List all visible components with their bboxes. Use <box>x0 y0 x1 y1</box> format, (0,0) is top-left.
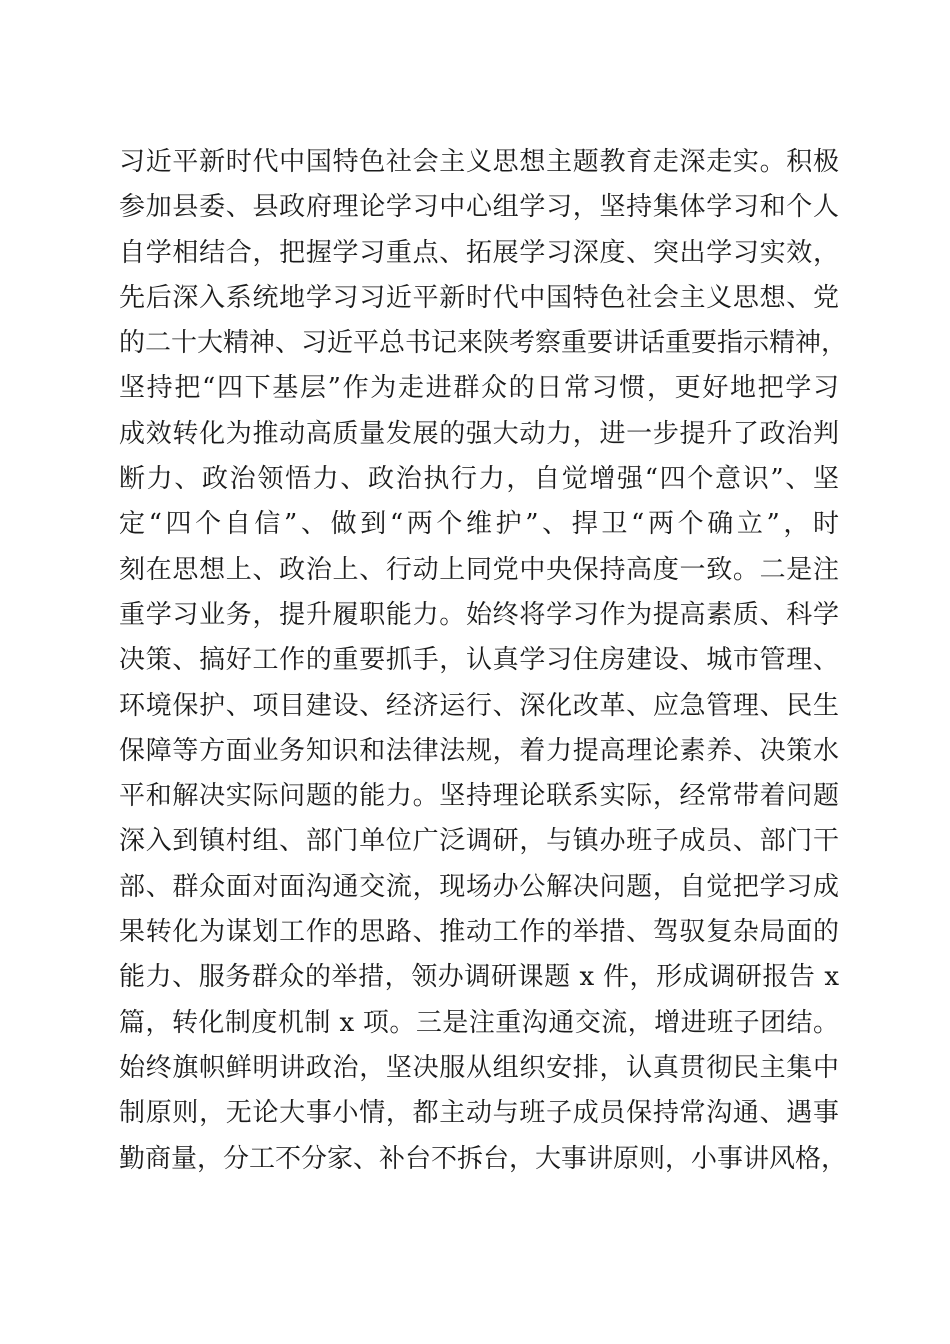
text-line: 始终旗帜鲜明讲政治，坚决服从组织安排，认真贯彻民主集中 <box>119 1052 839 1083</box>
text-line: 坚持把“四下基层”作为走进群众的日常习惯，更好地把学习 <box>119 373 839 404</box>
text-line: 成效转化为推动高质量发展的强大动力，进一步提升了政治判 <box>119 418 839 449</box>
text-line: 刻在思想上、政治上、行动上同党中央保持高度一致。二是注 <box>119 554 839 585</box>
text-line: 篇，转化制度机制 x 项。三是注重沟通交流，增进班子团结。 <box>119 1007 839 1038</box>
text-line: 决策、搞好工作的重要抓手，认真学习住房建设、城市管理、 <box>119 645 839 676</box>
text-line: 制原则，无论大事小情，都主动与班子成员保持常沟通、遇事 <box>119 1098 839 1129</box>
text-line: 习近平新时代中国特色社会主义思想主题教育走深走实。积极 <box>119 147 839 177</box>
text-line: 先后深入系统地学习习近平新时代中国特色社会主义思想、党 <box>119 282 839 313</box>
text-line: 定“四个自信”、做到“两个维护”、捍卫“两个确立”，时 <box>119 509 839 540</box>
text-line: 平和解决实际问题的能力。坚持理论联系实际，经常带着问题 <box>119 781 839 812</box>
text-line: 深入到镇村组、部门单位广泛调研，与镇办班子成员、部门干 <box>119 826 839 857</box>
text-line: 自学相结合，把握学习重点、拓展学习深度、突出学习实效， <box>119 237 839 268</box>
text-line: 参加县委、县政府理论学习中心组学习，坚持集体学习和个人 <box>119 192 839 223</box>
text-line: 环境保护、项目建设、经济运行、深化改革、应急管理、民生 <box>119 690 839 721</box>
body-text <box>119 140 848 1182</box>
text-line: 勤商量，分工不分家、补台不拆台，大事讲原则，小事讲风格， <box>119 1143 848 1174</box>
text-line: 保障等方面业务知识和法律法规，着力提高理论素养、决策水 <box>119 735 839 766</box>
text-line: 的二十大精神、习近平总书记来陕考察重要讲话重要指示精神， <box>119 328 848 359</box>
text-line: 部、群众面对面沟通交流，现场办公解决问题，自觉把学习成 <box>119 871 839 902</box>
text-line: 能力、服务群众的举措，领办调研课题 x 件，形成调研报告 x <box>119 962 839 993</box>
text-line: 断力、政治领悟力、政治执行力，自觉增强“四个意识”、坚 <box>119 464 839 495</box>
text-line: 果转化为谋划工作的思路、推动工作的举措、驾驭复杂局面的 <box>119 917 839 948</box>
text-line: 重学习业务，提升履职能力。始终将学习作为提高素质、科学 <box>119 599 839 630</box>
